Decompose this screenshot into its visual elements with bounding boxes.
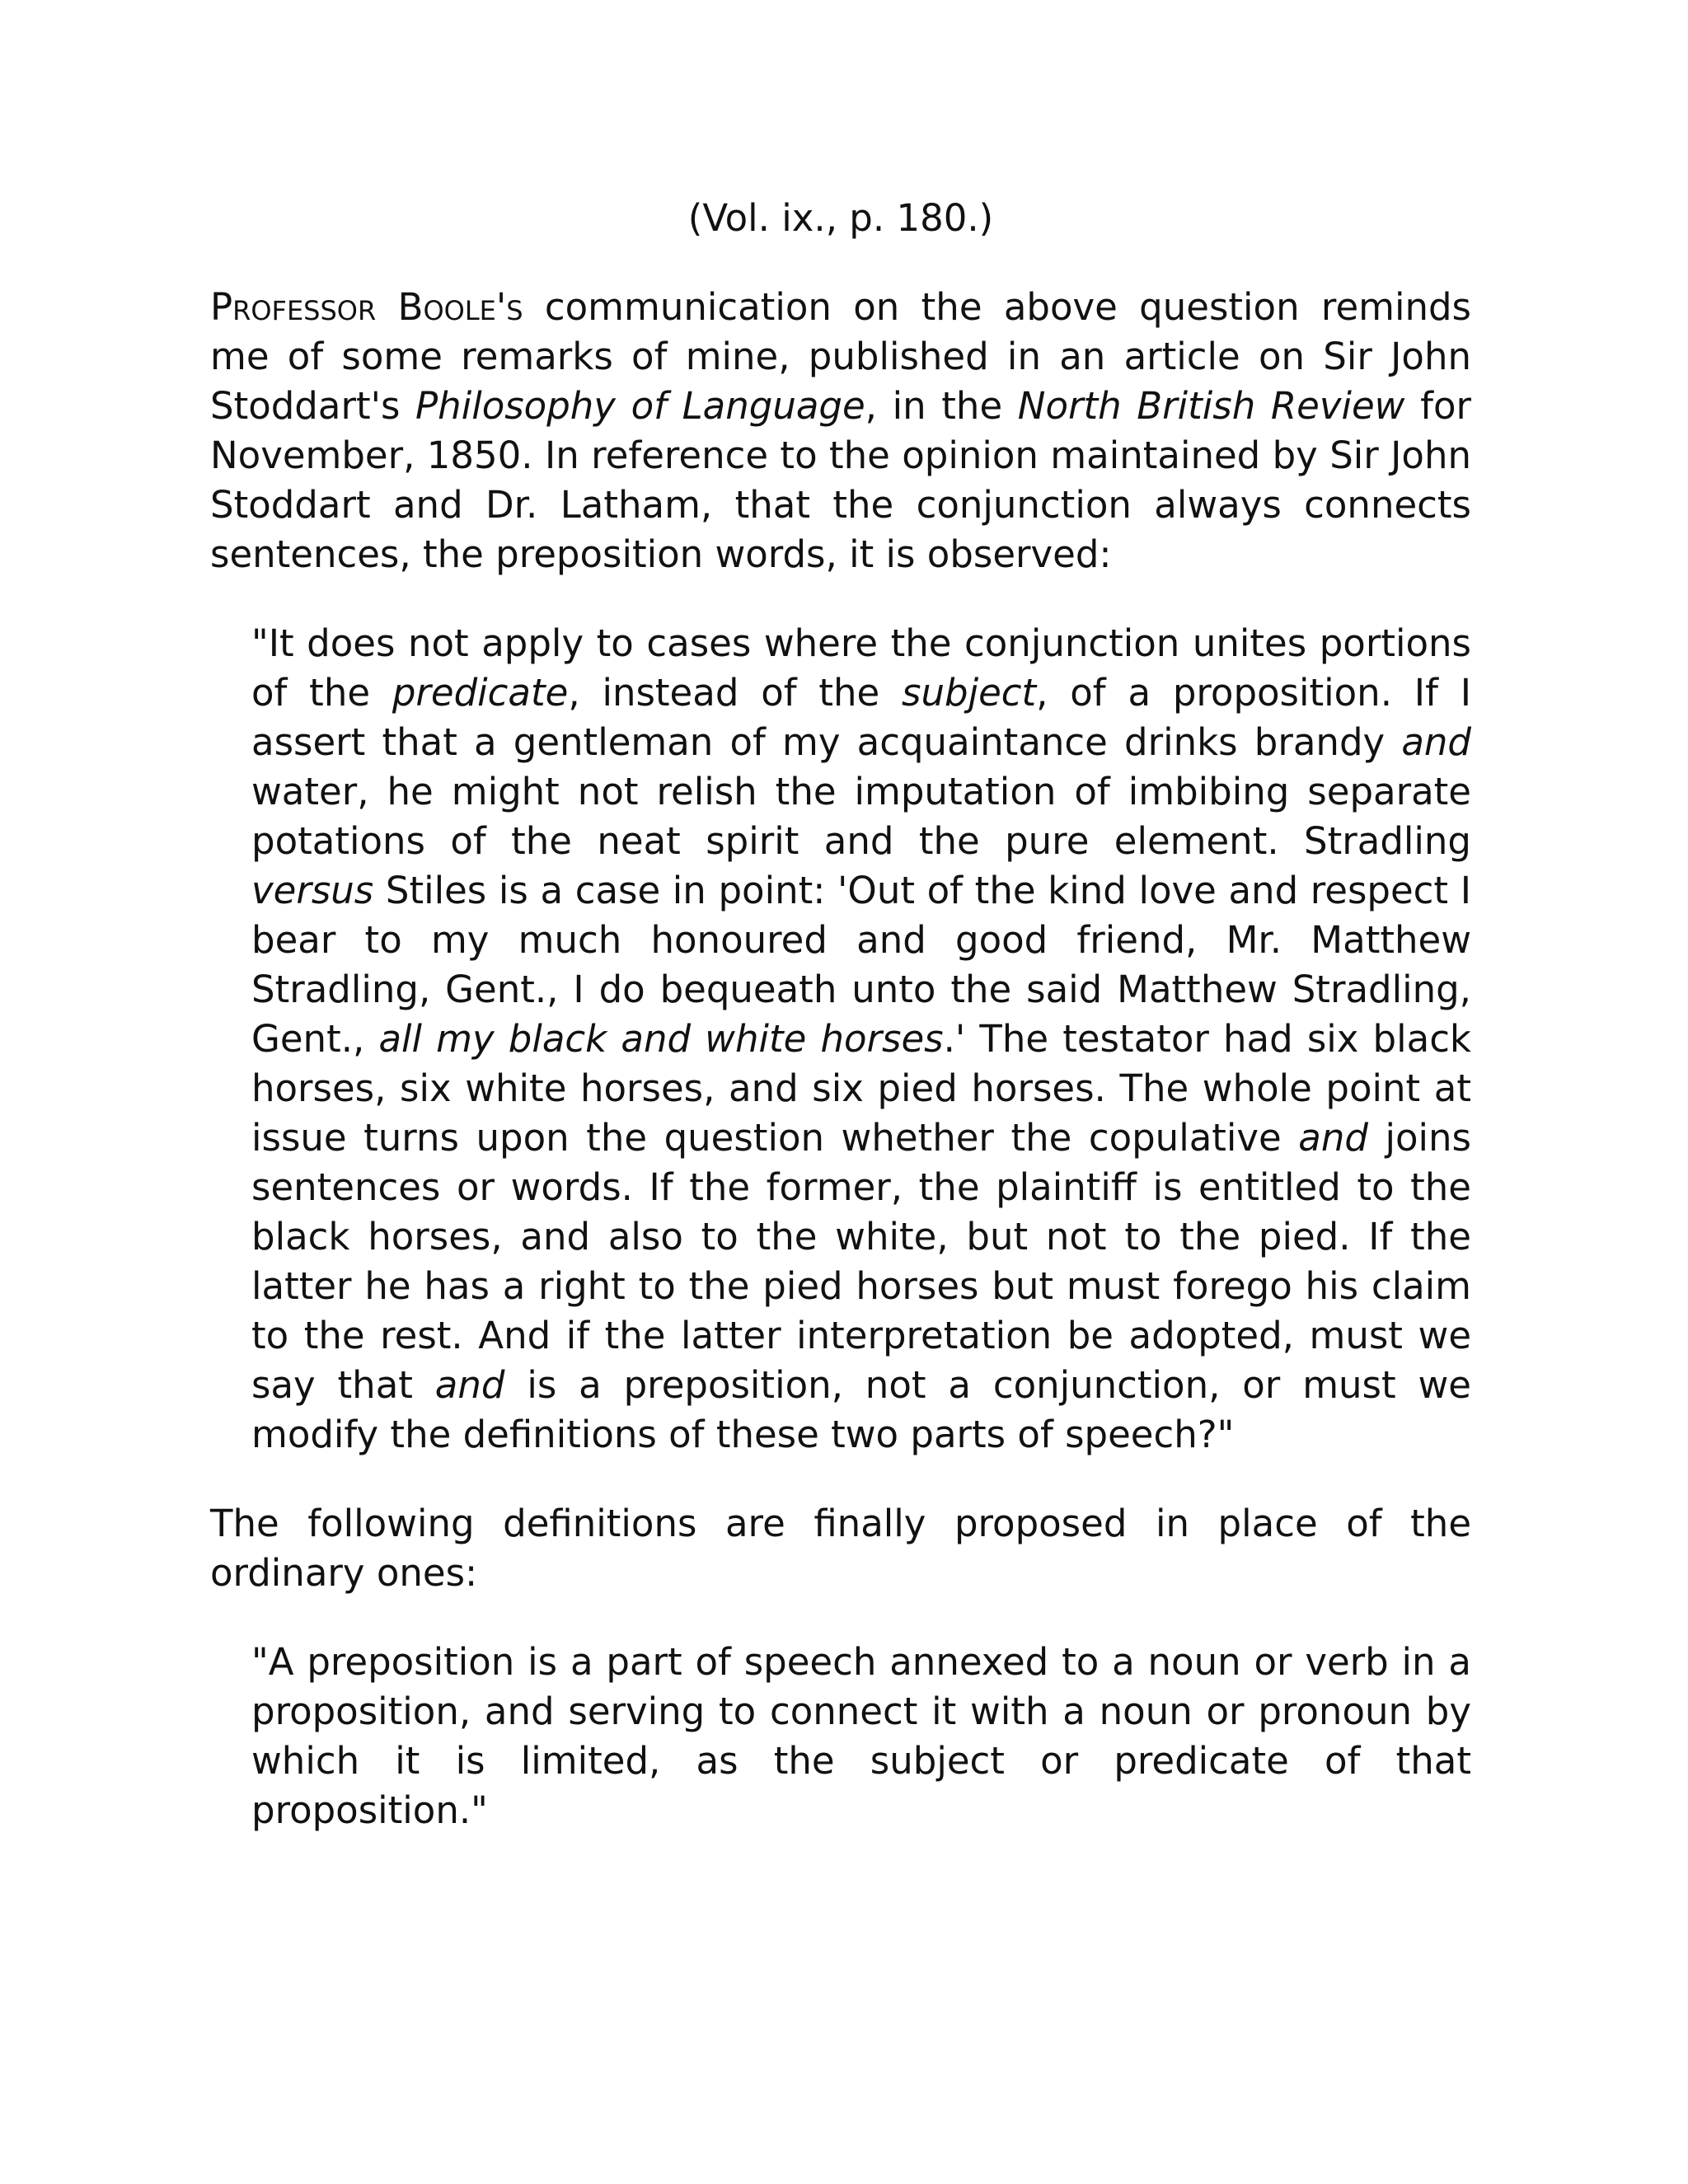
author-name: Professor Boole's — [210, 285, 523, 329]
book-title: Philosophy of Language — [415, 384, 865, 428]
definitions-paragraph: The following definitions are finally proposed in place of the ordinary ones: — [210, 1502, 1471, 1595]
block-quote-preposition-definition: "A preposition is a part of speech annexed to a noun or verb in a proposition, and serving to connect it with a noun or pronoun by which it is limited, as the subject or predicate of that proposition." — [251, 1640, 1471, 1832]
journal-title: North British Review — [1017, 384, 1405, 428]
intro-paragraph: Professor Boole's communication on the above question reminds me of some remarks of mine, published in an article on Sir John Stoddart's Philosophy of Language, in the North British Review for November, 1850. In reference to the opinion maintained by Sir John Stoddart and Dr. Latham, that the conjunction always connects sentences, the preposition words, it is observed: — [210, 285, 1472, 576]
document-page — [210, 194, 1471, 1875]
block-quote-stradling: "It does not apply to cases where the conjunction unites portions of the predicate, instead of the subject, of a proposition. If I assert that a gentleman of my acquaintance drinks brandy and water, he might not relish the imputation of imbibing separate potations of the neat spirit and the pure element. Stradling versus Stiles is a case in point: 'Out of the kind love and respect I bear to my much honoured and good friend, Mr. Matthew Stradling, Gent., I do bequeath unto the said Matthew Stradling, Gent., all my black and white horses.' The testator had six black horses, six white horses, and six pied horses. The whole point at issue turns upon the question whether the copulative and joins sentences or words. If the former, the plaintiff is entitled to the black horses, and also to the white, but not to the pied. If the latter he has a right to the pied horses but must forego his claim to the rest. And if the latter interpretation be adopted, must we say that and is a preposition, not a conjunction, or must we modify the definitions of these two parts of speech?" — [251, 621, 1471, 1456]
volume-reference: (Vol. ix., p. 180.) — [687, 196, 994, 240]
